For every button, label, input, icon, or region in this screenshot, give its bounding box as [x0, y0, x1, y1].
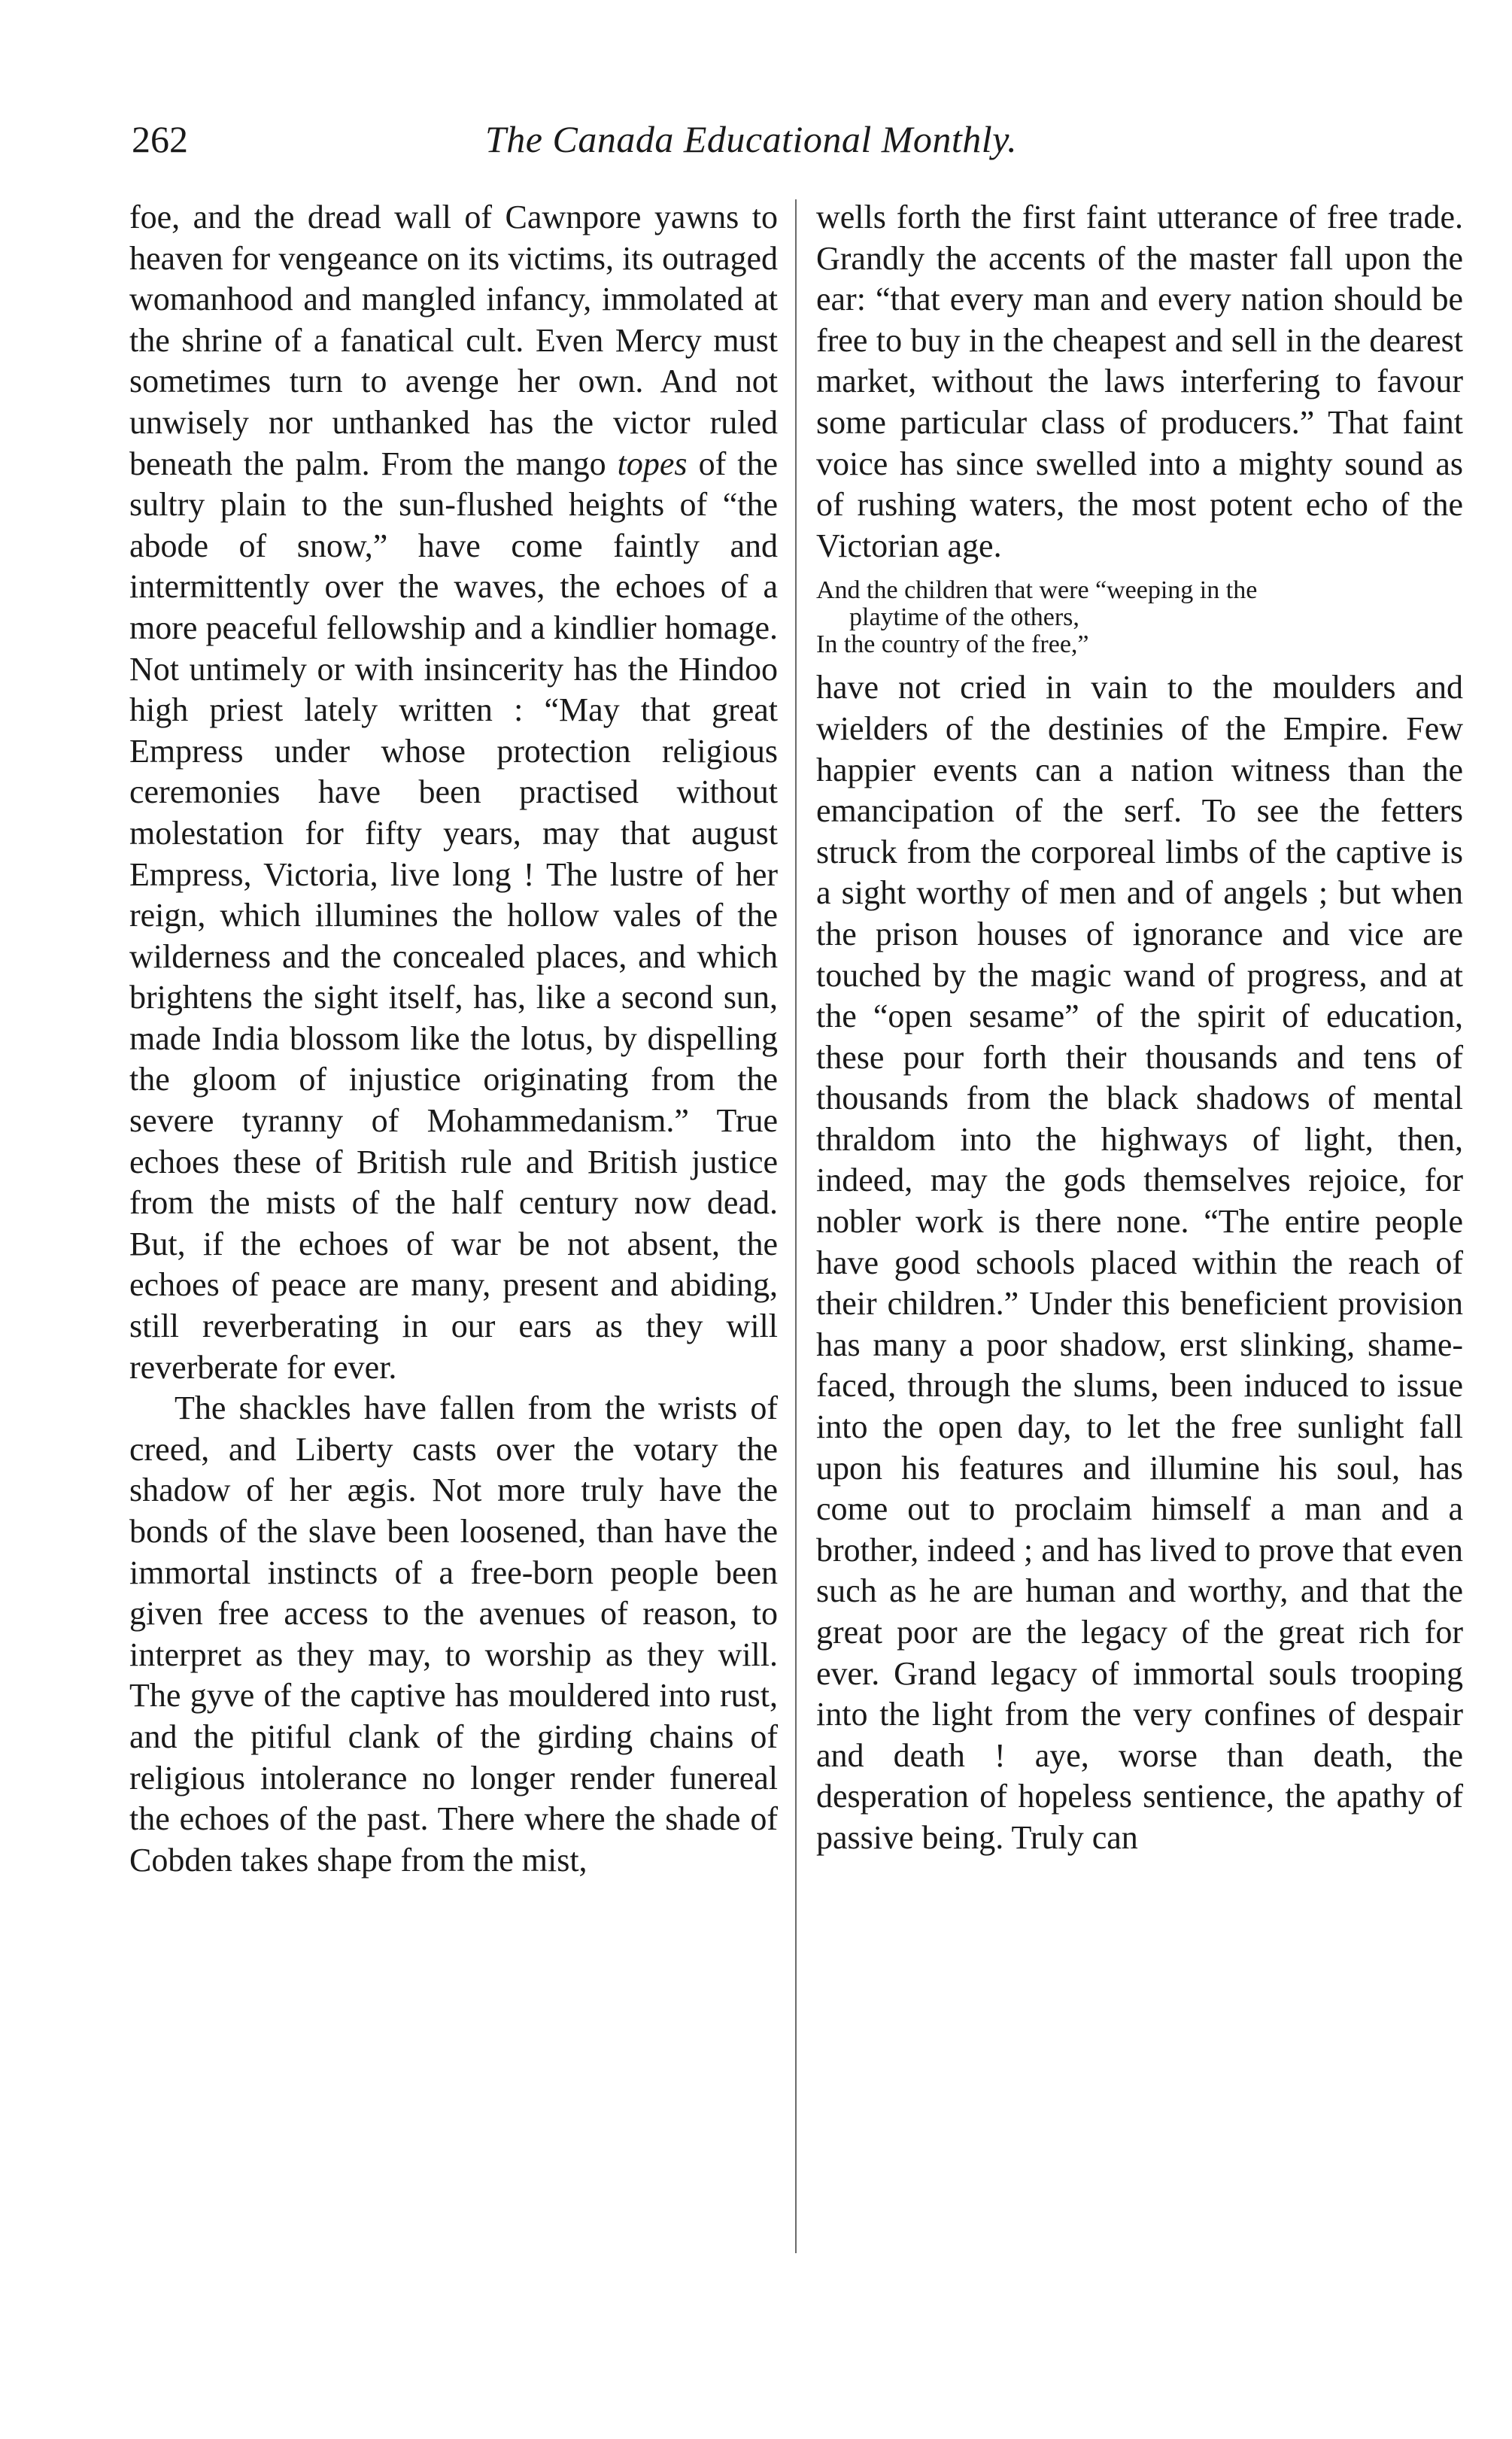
running-title: The Canada Educational Monthly. [485, 118, 1018, 160]
page-number: 262 [132, 118, 188, 160]
left-paragraph-1 [129, 197, 778, 1388]
left-paragraph-1-tail: of the sultry plain to the sun-flushed heights of “the abode of snow,” have come faintly and intermittently over the waves, the echoes of a more peaceful fellowship and a kindlier homage. Not untimely or with insincerity has the Hindoo high priest lately written : “May that great Empress under whose protection religious ceremonies have been practised without molestation for fifty years, may that august Empress, Victoria, live long ! The lustre of her reign, which illumines the hollow vales of the wilderness and the concealed places, and which brightens the sight itself, has, like a second sun, made India blossom like the lotus, by dispelling the gloom of injustice originating from the severe tyranny of Mohammedanism.” True echoes these of British rule and British justice from the mists of the half century now dead. But, if the echoes of war be not absent, the echoes of peace are many, present and abiding, still reverberating in our ears as they will reverberate for ever. [129, 445, 779, 1386]
column-divider [795, 199, 797, 2253]
left-paragraph-1-head: foe, and the dread wall of Cawnpore yawns to heaven for vengeance on its victims, its outraged womanhood and mangled infancy, immolated at the shrine of a fanatical cult. Even Mercy must sometimes turn to avenge her own. And not unwisely nor unthanked has the victor ruled beneath the palm. From the mango [129, 199, 778, 482]
left-paragraph-2: The shackles have fallen from the wrists of creed, and Liberty casts over the votary the shadow of her ægis. Not more truly have the bonds of the slave been loosened, than have the immortal instincts of a free-born people been given free access to the avenues of reason, to interpret as they may, to worship as they will. The gyve of the captive has mouldered into rust, and the pitiful clank of the girding chains of religious intolerance no longer render funereal the echoes of the past. There where the shade of Cobden takes shape from the mist, [129, 1390, 778, 1879]
topes-italic-word: topes [617, 445, 688, 482]
left-column [129, 197, 778, 1881]
right-paragraph-1: wells forth the first faint utterance of free trade. Grandly the accents of the master fall upon the ear: “that every man and every nation should be free to buy in the cheapest and sell in the dearest market, without the laws interfering to favour some particular class of producers.” That faint voice has since swelled into a mighty sound as of rushing waters, the most potent echo of the Victorian age. [816, 199, 1463, 564]
page-header [132, 113, 1155, 166]
verse-line-1: And the children that were “weeping in the [816, 576, 1258, 605]
verse-quotation [816, 577, 1463, 658]
verse-line-3: In the country of the free,” [816, 630, 1089, 659]
verse-line-2: playtime of the others, [849, 603, 1079, 632]
right-column [816, 197, 1463, 1859]
right-paragraph-2: have not cried in vain to the moulders and wielders of the destinies of the Empire. Few happier events can a nation witness than the emancipation of the serf. To see the fetters struck from the corporeal limbs of the captive is a sight worthy of men and of angels ; but when the prison houses of ignorance and vice are touched by the magic wand of progress, and at the “open sesame” of the spirit of education, these pour forth their thousands and tens of thousands from the black shadows of mental thraldom into the highways of light, then, indeed, may the gods themselves rejoice, for nobler work is there none. “The entire people have good schools placed within the reach of their children.” Under this beneficient provision has many a poor shadow, erst slinking, shame-faced, through the slums, been induced to issue into the open day, to let the free sunlight fall upon his features and illumine his soul, has come out to proclaim himself a man and a brother, indeed ; and has lived to prove that even such as he are human and worthy, and that the great poor are the legacy of the great rich for ever. Grand legacy of immortal souls trooping into the light from the very confines of despair and death ! aye, worse than death, the desperation of hopeless sentience, the apathy of passive being. Truly can [816, 669, 1463, 1856]
